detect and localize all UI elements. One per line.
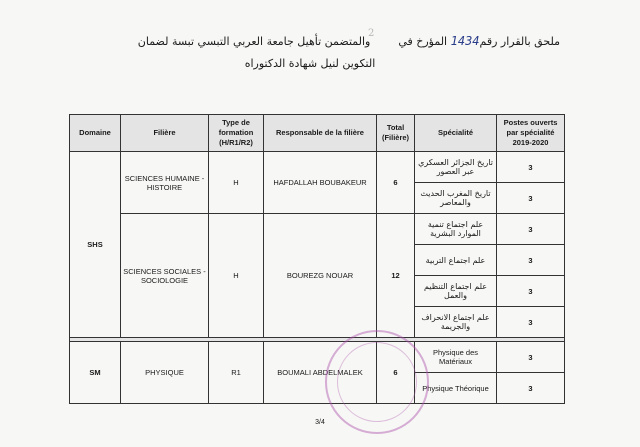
col-domaine: Domaine [70, 115, 121, 152]
postes-cell: 3 [497, 276, 565, 307]
type-cell: H [209, 214, 264, 338]
specialite-cell: Physique des Matériaux [415, 342, 497, 373]
domaine-cell: SM [70, 342, 121, 404]
page-number: 3/4 [315, 419, 325, 426]
col-filiere: Filière [121, 115, 209, 152]
col-postes: Postes ouverts par spécialité 2019-2020 [497, 115, 565, 152]
postes-cell: 3 [497, 373, 565, 404]
specialite-cell: Physique Théorique [415, 373, 497, 404]
type-cell: H [209, 152, 264, 214]
specialite-cell: تاريخ المغرب الحديث والمعاصر [415, 183, 497, 214]
doctorate-specialties-table [69, 114, 565, 404]
specialite-cell: علم اجتماع التربية [415, 245, 497, 276]
filiere-cell: SCIENCES SOCIALES - SOCIOLOGIE [121, 214, 209, 338]
responsable-cell: BOUREZG NOUAR [264, 214, 377, 338]
total-cell: 6 [377, 152, 415, 214]
col-specialite: Spécialité [415, 115, 497, 152]
table-header-row [70, 115, 565, 152]
col-total: Total (Filière) [377, 115, 415, 152]
specialite-cell: علم اجتماع تنمية الموارد البشرية [415, 214, 497, 245]
handwritten-mark: 2 [368, 28, 375, 39]
type-cell: R1 [209, 342, 264, 404]
postes-cell: 3 [497, 183, 565, 214]
table-row [70, 152, 565, 183]
header-line-2: التكوين لنيل شهادة الدكتوراه [244, 57, 376, 70]
col-type: Type de formation (H/R1/R2) [209, 115, 264, 152]
specialite-cell: علم اجتماع التنظيم والعمل [415, 276, 497, 307]
postes-cell: 3 [497, 307, 565, 338]
filiere-cell: PHYSIQUE [121, 342, 209, 404]
decree-header [60, 30, 560, 75]
postes-cell: 3 [497, 152, 565, 183]
col-responsable: Responsable de la filière [264, 115, 377, 152]
postes-cell: 3 [497, 342, 565, 373]
decision-number: 1434 [450, 34, 480, 48]
total-cell: 6 [377, 342, 415, 404]
specialite-cell: علم اجتماع الانحراف والجريمة [415, 307, 497, 338]
total-cell: 12 [377, 214, 415, 338]
header-line-1: ملحق بالقرار رقم1434 المؤرخ في والمتضمن تأهيل جامعة العربي التبسي تبسة لضمان [137, 34, 560, 48]
responsable-cell: HAFDALLAH BOUBAKEUR [264, 152, 377, 214]
filiere-cell: SCIENCES HUMAINE - HISTOIRE [121, 152, 209, 214]
specialite-cell: تاريخ الجزائر العسكري عبر العصور [415, 152, 497, 183]
postes-cell: 3 [497, 245, 565, 276]
domaine-cell: SHS [70, 152, 121, 338]
responsable-cell: BOUMALI ABDELMALEK [264, 342, 377, 404]
postes-cell: 3 [497, 214, 565, 245]
table-row [70, 342, 565, 373]
table-row [70, 214, 565, 245]
